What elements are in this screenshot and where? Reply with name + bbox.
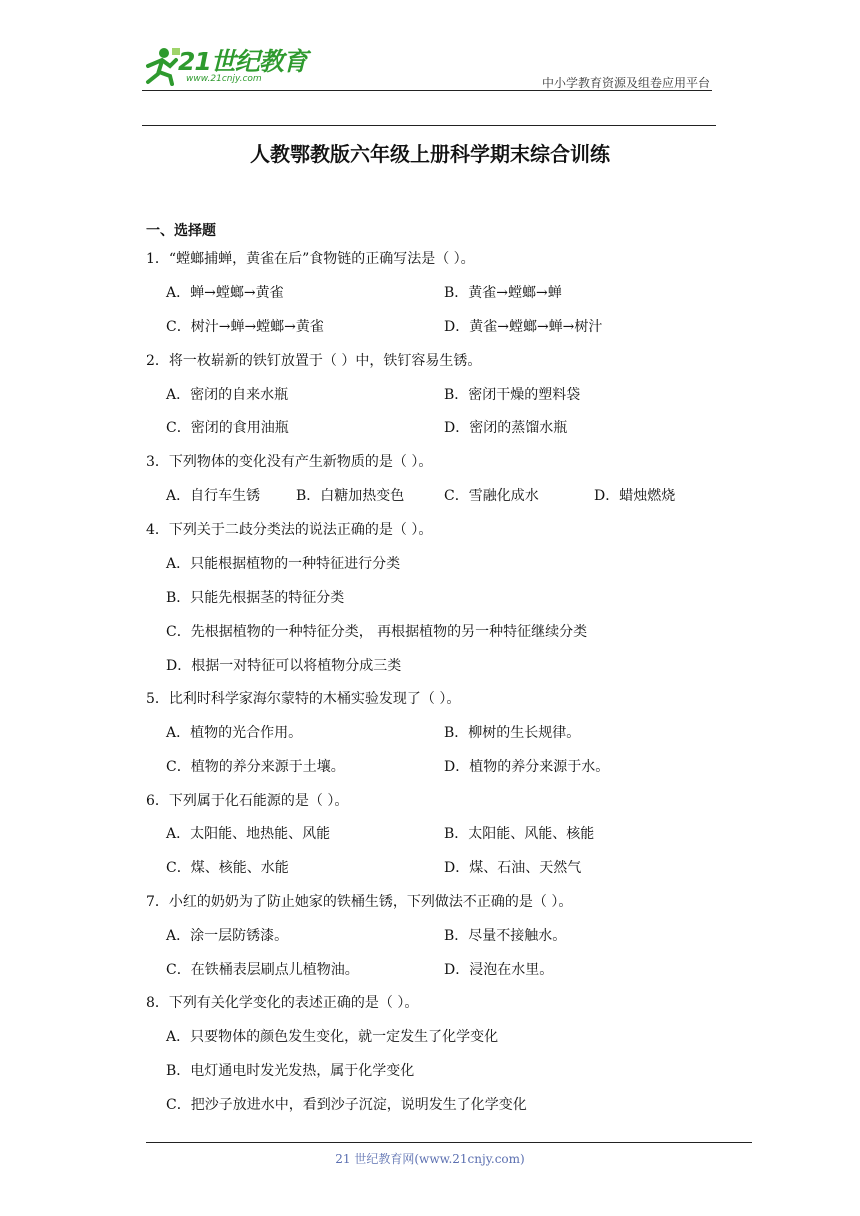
question-1: 1．“螳螂捕蝉，黄雀在后”食物链的正确写法是（ ）。: [146, 251, 475, 267]
question-3: 3．下列物体的变化没有产生新物质的是（ ）。: [146, 454, 433, 470]
question-2: 2．将一枚崭新的铁钉放置于（ ）中，铁钉容易生锈。: [146, 353, 482, 369]
question-7: 7．小红的奶奶为了防止她家的铁桶生锈，下列做法不正确的是（ ）。: [146, 894, 573, 910]
q1-option-c: C．树汁→蝉→螳螂→黄雀: [166, 319, 324, 335]
q4-option-c: C．先根据植物的一种特征分类， 再根据植物的另一种特征继续分类: [166, 624, 588, 640]
q5-option-c: C．植物的养分来源于土壤。: [166, 759, 345, 775]
q2-option-a: A．密闭的自来水瓶: [166, 387, 289, 403]
question-4: 4．下列关于二歧分类法的说法正确的是（ ）。: [146, 522, 433, 538]
q2-option-d: D．密闭的蒸馏水瓶: [444, 420, 568, 436]
runner-logo-icon: [142, 46, 182, 86]
q7-option-d: D．浸泡在水里。: [444, 962, 554, 978]
q2-option-c: C．密闭的食用油瓶: [166, 420, 289, 436]
header-platform-text: 中小学教育资源及组卷应用平台: [541, 76, 710, 90]
q6-option-d: D．煤、石油、天然气: [444, 860, 582, 876]
question-6: 6．下列属于化石能源的是（ ）。: [146, 793, 349, 809]
question-8: 8．下列有关化学变化的表述正确的是（ ）。: [146, 995, 419, 1011]
q4-option-a: A．只能根据植物的一种特征进行分类: [166, 556, 401, 572]
q6-option-a: A．太阳能、地热能、风能: [166, 826, 331, 842]
q5-option-a: A．植物的光合作用。: [166, 725, 303, 741]
q7-option-c: C．在铁桶表层刷点儿植物油。: [166, 962, 359, 978]
section-heading: 一、选择题: [146, 223, 216, 239]
q1-option-b: B．黄雀→螳螂→蝉: [444, 285, 562, 301]
q5-option-b: B．柳树的生长规律。: [444, 725, 581, 741]
q8-option-a: A．只要物体的颜色发生变化，就一定发生了化学变化: [166, 1029, 499, 1045]
q7-option-b: B．尽量不接触水。: [444, 928, 567, 944]
q6-option-b: B．太阳能、风能、核能: [444, 826, 595, 842]
q3-option-a: A．自行车生锈: [166, 488, 261, 504]
footer-text: 21 世纪教育网(www.21cnjy.com): [335, 1152, 525, 1166]
question-5: 5．比利时科学家海尔蒙特的木桶实验发现了（ ）。: [146, 691, 461, 707]
q1-option-d: D．黄雀→螳螂→蝉→树汁: [444, 319, 603, 335]
q6-option-c: C．煤、核能、水能: [166, 860, 289, 876]
logo-url: www.21cnjy.com: [186, 74, 262, 84]
site-logo: [142, 44, 312, 90]
q3-option-d: D．蜡烛燃烧: [594, 488, 676, 504]
q3-option-b: B．白糖加热变色: [296, 488, 405, 504]
footer-divider: [146, 1142, 752, 1143]
q8-option-b: B．电灯通电时发光发热，属于化学变化: [166, 1063, 415, 1079]
page-title: 人教鄂教版六年级上册科学期末综合训练: [250, 142, 610, 166]
q2-option-b: B．密闭干燥的塑料袋: [444, 387, 581, 403]
title-divider: [142, 125, 716, 126]
q7-option-a: A．涂一层防锈漆。: [166, 928, 289, 944]
q4-option-b: B．只能先根据茎的特征分类: [166, 590, 345, 606]
q1-option-a: A．蝉→螳螂→黄雀: [166, 285, 284, 301]
q5-option-d: D．植物的养分来源于水。: [444, 759, 610, 775]
logo-text: 21世纪教育: [178, 47, 307, 76]
header-divider: [142, 90, 712, 91]
q4-option-d: D．根据一对特征可以将植物分成三类: [166, 658, 402, 674]
q8-option-c: C．把沙子放进水中，看到沙子沉淀，说明发生了化学变化: [166, 1097, 527, 1113]
q3-option-c: C．雪融化成水: [444, 488, 539, 504]
